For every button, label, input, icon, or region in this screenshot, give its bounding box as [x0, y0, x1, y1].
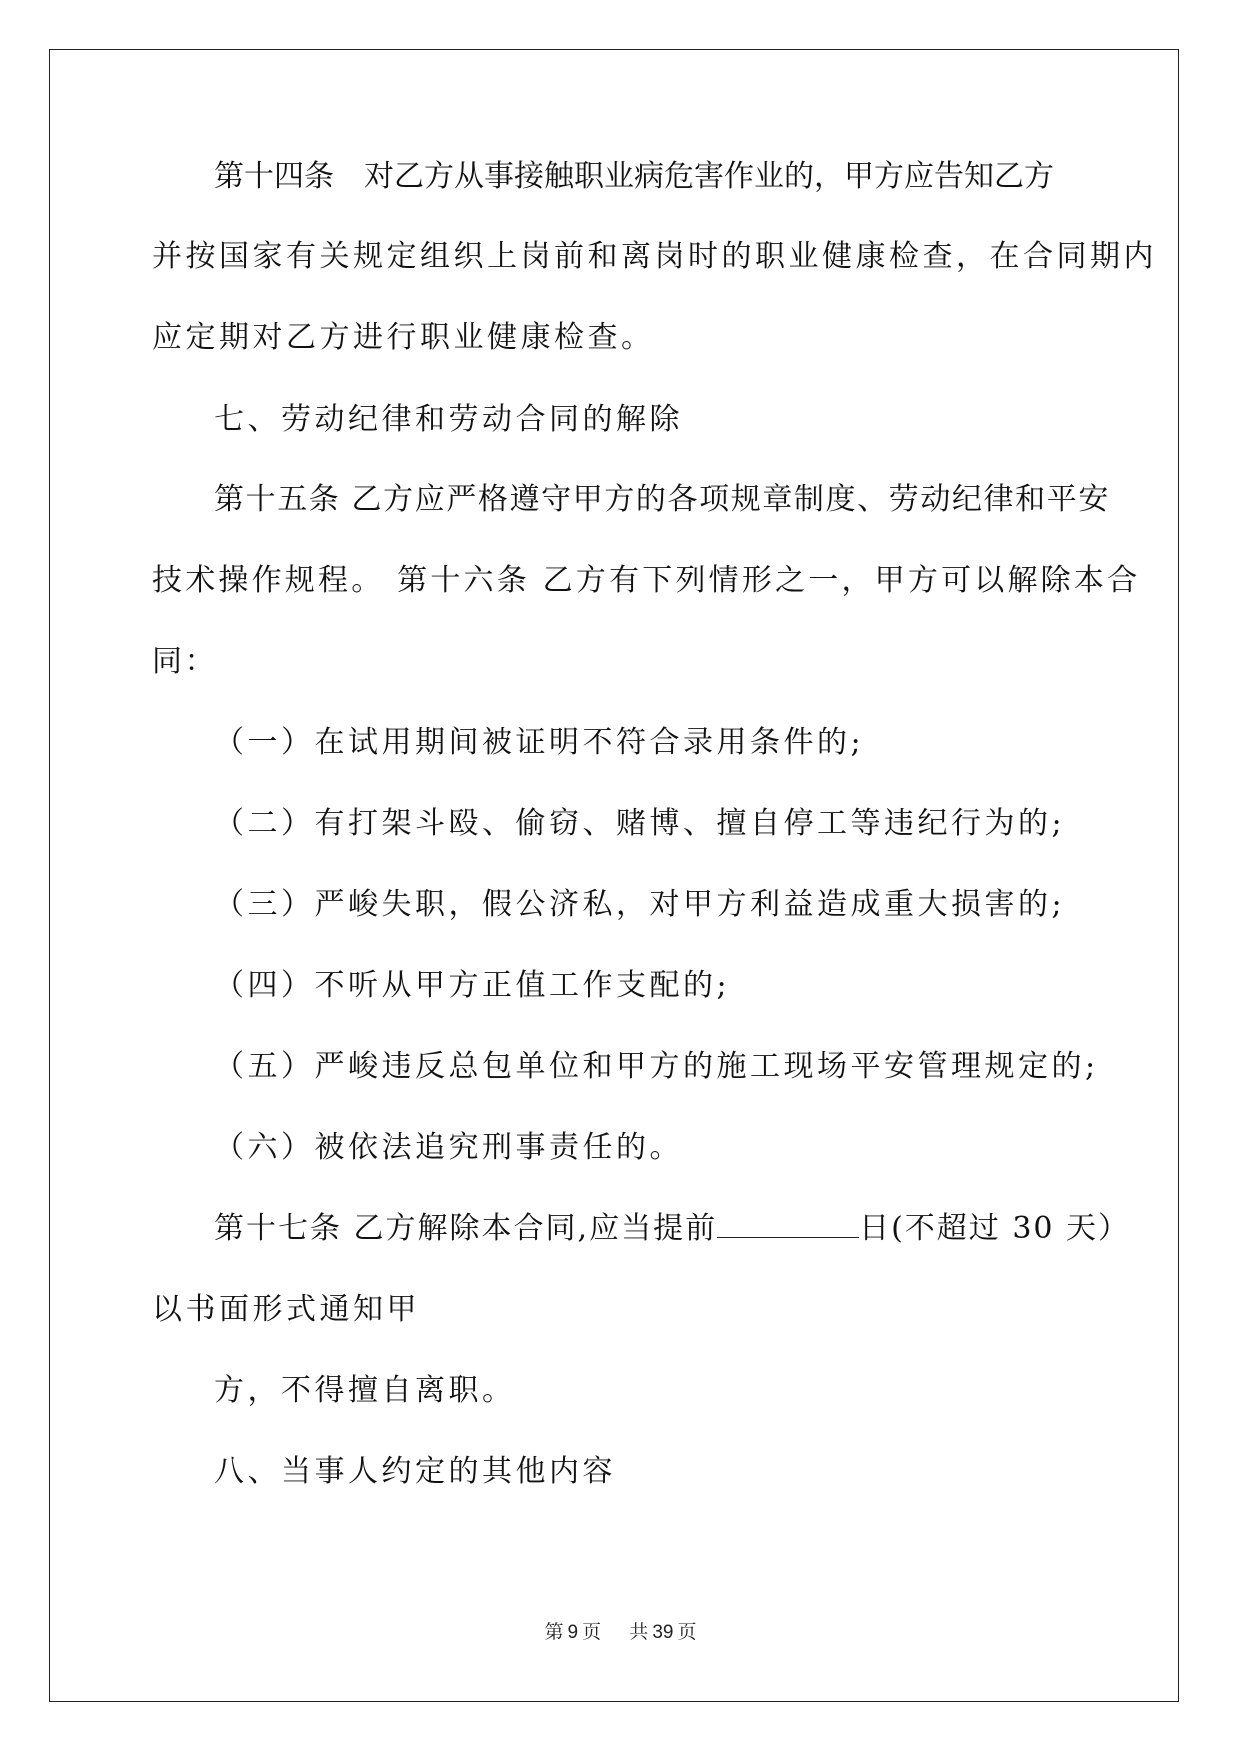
article-17-line-3: 方，不得擅自离职。 [214, 1373, 516, 1408]
list-item-2: （二）有打架斗殴、偷窃、赌博、擅自停工等违纪行为的; [214, 806, 1066, 841]
article-17-text-after-blank: 日(不超过 30 天） [859, 1211, 1131, 1246]
page-label-suffix: 页 [582, 1621, 602, 1643]
article-17-line-2: 以书面形式通知甲 [152, 1292, 420, 1327]
article-16-line-3: 同： [152, 644, 218, 679]
list-item-3: （三）严峻失职，假公济私，对甲方利益造成重大损害的; [214, 887, 1066, 922]
article-14-line-1: 第十四条 对乙方从事接触职业病危害作业的，甲方应告知乙方 [214, 159, 1054, 194]
fill-in-blank [717, 1209, 859, 1238]
total-pages: 39 [652, 1622, 674, 1643]
section-8-heading: 八、当事人约定的其他内容 [214, 1454, 616, 1489]
total-suffix: 页 [677, 1621, 697, 1643]
article-15-16-line-2: 技术操作规程。 第十六条 乙方有下列情形之一，甲方可以解除本合 [152, 563, 1141, 598]
list-item-4: （四）不听从甲方正值工作支配的; [214, 968, 731, 1003]
list-item-6: （六）被依法追究刑事责任的。 [214, 1130, 683, 1165]
article-17-text-before-blank: 第十七条 乙方解除本合同,应当提前 [214, 1211, 718, 1246]
page-number: 9 [567, 1622, 579, 1643]
list-item-5: （五）严峻违反总包单位和甲方的施工现场平安管理规定的; [214, 1049, 1099, 1084]
total-prefix: 共 [629, 1621, 649, 1643]
article-14-line-3: 应定期对乙方进行职业健康检查。 [152, 320, 655, 355]
article-15-line-1: 第十五条 乙方应严格遵守甲方的各项规章制度、劳动纪律和平安 [214, 482, 1110, 517]
section-7-heading: 七、劳动纪律和劳动合同的解除 [214, 402, 683, 437]
article-14-line-2: 并按国家有关规定组织上岗前和离岗时的职业健康检查，在合同期内 [152, 239, 1157, 274]
list-item-1: （一）在试用期间被证明不符合录用条件的; [214, 725, 865, 760]
paragraph-line [214, 157, 1092, 197]
page-label-prefix: 第 [544, 1621, 564, 1643]
article-17-line-1 [214, 1209, 1130, 1249]
page-footer [0, 1620, 1241, 1645]
